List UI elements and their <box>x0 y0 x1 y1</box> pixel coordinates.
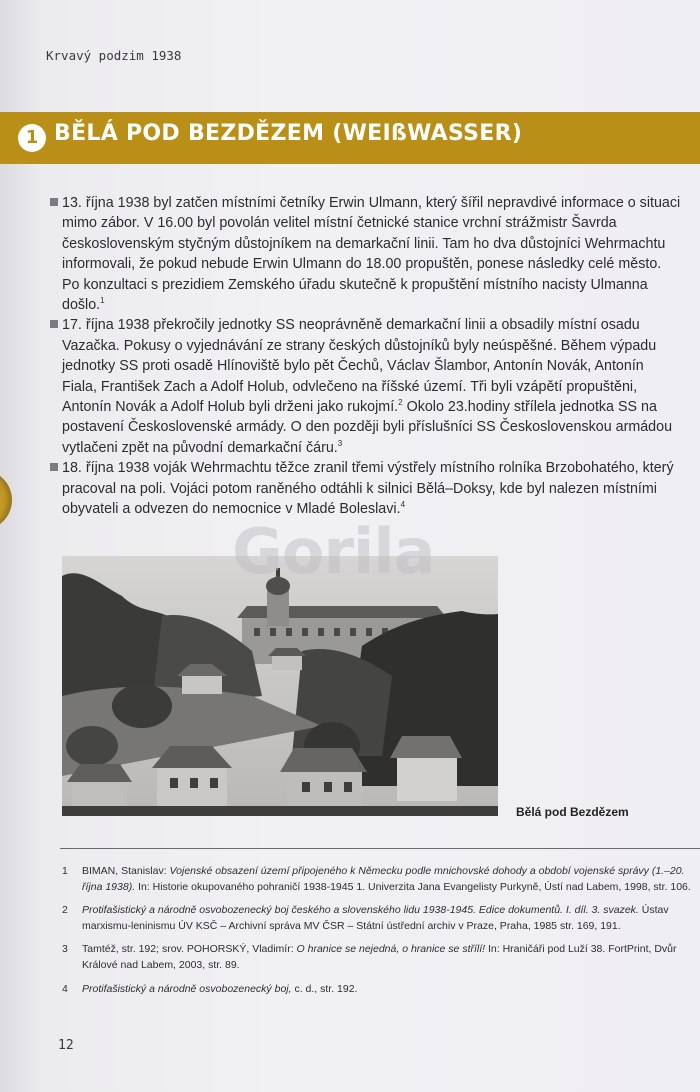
footnote-title: Vojenské obsazení území připojeného k Německu podle mnichovské dohody a období vojenské správy (1.–20. října 1938). <box>82 865 685 893</box>
paragraph-3-text: 18. října 1938 voják Wehrmachtu těžce zranil třemi výstřely místního rolníka Brzobohatého, který pracoval na poli. Vojáci potom raněného odtáhli k silnici Bělá–Doksy, kde byl nalezen místními obyvateli a odvezen do nemocnice v Mladé Boleslavi. <box>62 460 674 518</box>
bullet-icon <box>50 198 58 206</box>
running-head: Krvavý podzim 1938 <box>46 48 182 63</box>
footnote-source: c. d., str. 192. <box>291 982 358 995</box>
footnote-title: O hranice se nejedná, o hranice se střílí! <box>296 943 486 956</box>
section-number: 1 <box>18 124 46 152</box>
paragraph-3 <box>62 458 682 519</box>
footnote-source: Ústav marxismu-leninismu ÚV KSČ – Archivní správa MV ČSR – Státní ústřední archiv v Praze, Praha, 1985 str. 169, 191. <box>82 904 669 932</box>
footnote-divider <box>60 848 700 849</box>
footnote-title: Protifašistický a národně osvobozenecký boj, <box>82 982 292 995</box>
footnote-2 <box>62 903 698 934</box>
photo-caption: Bělá pod Bezdězem <box>516 805 629 819</box>
footnote-source: In: Historie okupovaného pohraničí 1938-1945 1. Univerzita Jana Evangelisty Purkyně, Ústí nad Labem, 1998, str. 106. <box>135 880 691 893</box>
footnote-4 <box>62 982 698 998</box>
footnote-number: 3 <box>62 943 68 956</box>
paragraph-2-text-b: Okolo 23.hodiny střílela jednotka SS na postavení Československé armády. O den později byli příslušníci SS Československou armádou vytlačeni zpět na původní demarkační čáru. <box>62 399 673 456</box>
footnote-ref: 3 <box>337 438 343 448</box>
town-photo <box>62 556 498 816</box>
watermark-logo: Gorila <box>232 515 435 588</box>
footnote-author: Tamtéž, str. 192; srov. POHORSKÝ, Vladimír: <box>82 943 297 956</box>
body-text <box>62 193 682 520</box>
bullet-icon <box>50 463 58 471</box>
footnote-3 <box>62 942 698 973</box>
section-title: BĚLÁ POD BEZDĚZEM (WEIßWASSER) <box>54 121 523 146</box>
footnote-number: 4 <box>62 982 68 995</box>
footnote-number: 2 <box>62 904 68 917</box>
footnote-source: In: Hraničáři pod Luží 38. FortPrint, Dvůr Králové nad Labem, 2003, str. 89. <box>82 943 677 971</box>
page-number: 12 <box>58 1038 74 1053</box>
footnote-number: 1 <box>62 865 68 877</box>
paragraph-1 <box>62 193 682 315</box>
footnote-1 <box>62 864 698 895</box>
footnotes <box>62 864 698 1005</box>
footnote-ref: 4 <box>400 500 406 510</box>
footnote-ref: 2 <box>398 398 403 408</box>
bullet-icon <box>50 320 58 328</box>
paragraph-2 <box>62 315 682 458</box>
footnote-author: BIMAN, Stanislav: <box>82 865 170 877</box>
footnote-ref: 1 <box>100 296 105 306</box>
paragraph-2-text-a: 17. října 1938 překročily jednotky SS neoprávněně demarkační linii a obsadily místní osadu Vazačka. Pokusy o vyjednávání ze strany českých důstojníků byly neúspěšné. Během výpadu jednotky SS proti osadě Hlínoviště bylo pět Čechů, Václav Šlambor, Antonín Novák, Antonín Fiala, František Zach a Adolf Holub, odvlečeno na říšské území. Tři byli vzápětí propuštěni, Antonín Novák a Adolf Holub byli drženi jako rukojmí. <box>62 317 657 416</box>
footnote-title: Protifašistický a národně osvobozenecký boj českého a slovenského lidu 1938-1945. Edice dokumentů. I. díl. 3. svazek. <box>82 904 639 917</box>
paragraph-1-text: 13. října 1938 byl zatčen místními četníky Erwin Ulmann, který šířil nepravdivé informace o situaci mimo zábor. V 16.00 byl povolán velitel místní četnické stanice vrchní strážmistr Šavrda československým styčným důstojníkem na demarkační linii. Tam ho dva důstojníci Wehrmachtu informovali, že pokud nebude Erwin Ulmann do 18.00 propuštěn, ponese následky celé město. Po konzultaci s prezidiem Zemského úřadu skutečně k propuštění místního nacisty Ulmanna došlo. <box>62 195 681 314</box>
